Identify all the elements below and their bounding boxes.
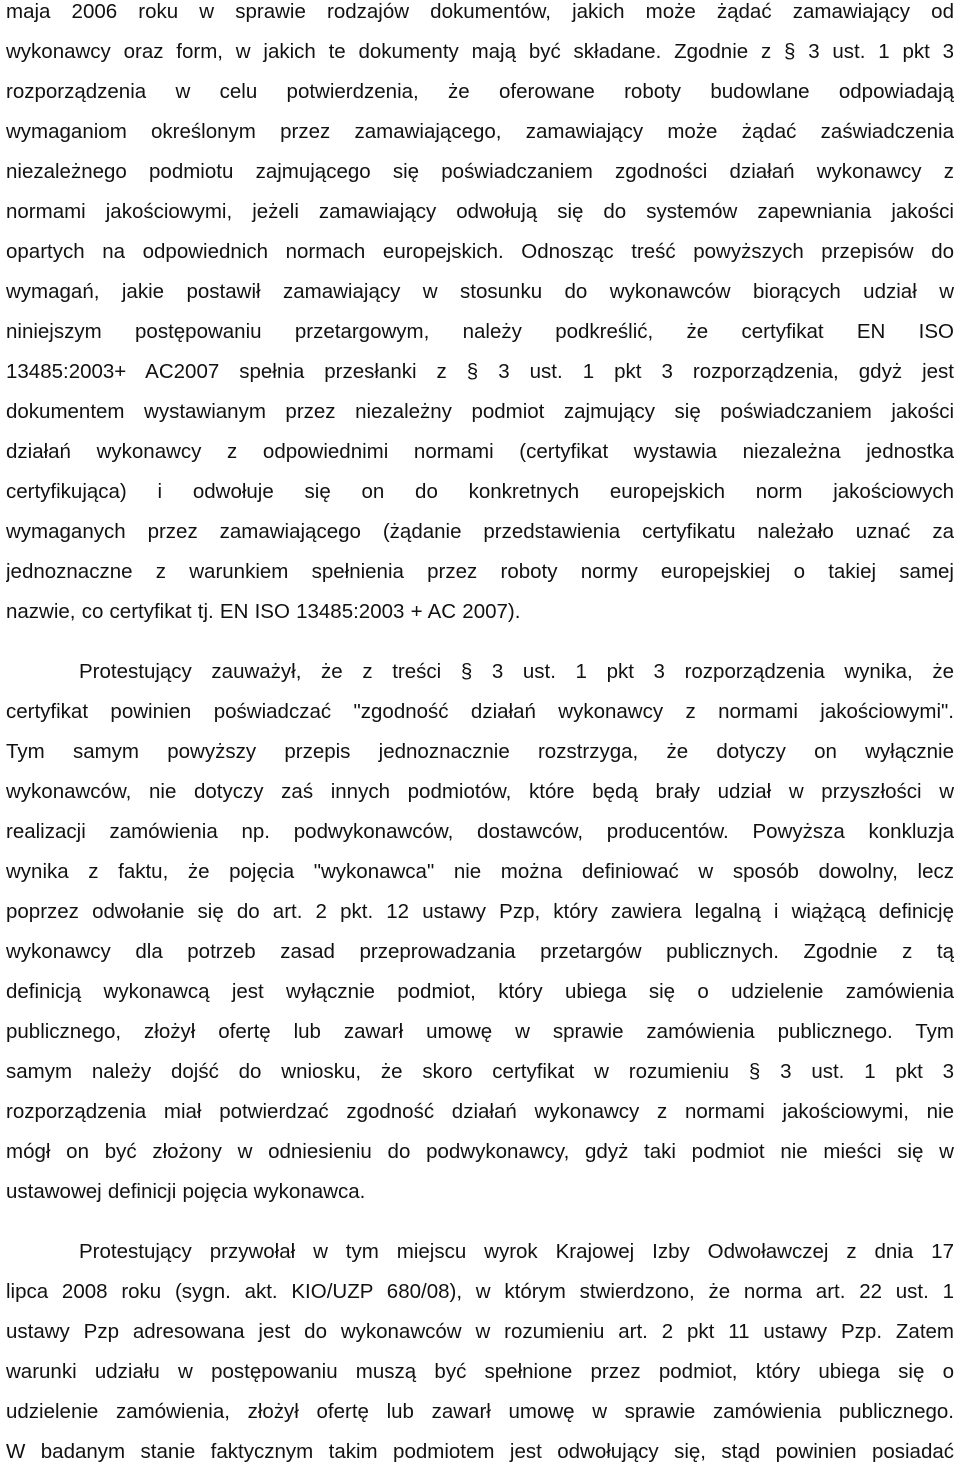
text-line: 13485:2003+ AC2007 spełnia przesłanki z § 3 ust. 1 pkt 3 rozporządzenia, gdyż jest bbox=[6, 360, 954, 383]
text-line: Tym samym powyższy przepis jednoznacznie rozstrzyga, że dotyczy on wyłącznie bbox=[6, 740, 954, 763]
text-line: mógł on być złożony w odniesieniu do podwykonawcy, gdyż taki podmiot nie mieści się w bbox=[6, 1140, 954, 1163]
text-line: wykonawcy dla potrzeb zasad przeprowadzania przetargów publicznych. Zgodnie z tą bbox=[6, 940, 954, 963]
text-line: ustawy Pzp adresowana jest do wykonawców w rozumieniu art. 2 pkt 11 ustawy Pzp. Zatem bbox=[6, 1320, 954, 1343]
text-line: działań wykonawcy z odpowiednimi normami (certyfikat wystawia niezależna jednostka bbox=[6, 440, 954, 463]
text-line: Protestujący przywołał w tym miejscu wyrok Krajowej Izby Odwoławczej z dnia 17 bbox=[79, 1240, 954, 1263]
text-line: niniejszym postępowaniu przetargowym, należy podkreślić, że certyfikat EN ISO bbox=[6, 320, 954, 343]
text-line: lipca 2008 roku (sygn. akt. KIO/UZP 680/08), w którym stwierdzono, że norma art. 22 ust. 1 bbox=[6, 1280, 954, 1303]
text-line: wymaganiom określonym przez zamawiającego, zamawiający może żądać zaświadczenia bbox=[6, 120, 954, 143]
text-line: wymaganych przez zamawiającego (żądanie przedstawienia certyfikatu należało uznać za bbox=[6, 520, 954, 543]
paragraph-spacer bbox=[6, 632, 954, 652]
paragraph-spacer bbox=[6, 1212, 954, 1232]
text-line: W badanym stanie faktycznym takim podmiotem jest odwołujący się, stąd powinien posiadać bbox=[6, 1440, 954, 1463]
text-line: normami jakościowymi, jeżeli zamawiający odwołują się do systemów zapewniania jakości bbox=[6, 200, 954, 223]
text-line: jednoznaczne z warunkiem spełnienia przez roboty normy europejskiej o takiej samej bbox=[6, 560, 954, 583]
paragraph-2 bbox=[6, 652, 954, 1212]
text-line: poprzez odwołanie się do art. 2 pkt. 12 ustawy Pzp, który zawiera legalną i wiążącą definicję bbox=[6, 900, 954, 923]
text-line: dokumentem wystawianym przez niezależny podmiot zajmujący się poświadczaniem jakości bbox=[6, 400, 954, 423]
text-line: maja 2006 roku w sprawie rodzajów dokumentów, jakich może żądać zamawiający od bbox=[6, 0, 954, 23]
text-line: nazwie, co certyfikat tj. EN ISO 13485:2003 + AC 2007). bbox=[6, 600, 521, 623]
text-line: warunki udziału w postępowaniu muszą być spełnione przez podmiot, który ubiega się o bbox=[6, 1360, 954, 1383]
text-line: opartych na odpowiednich normach europejskich. Odnosząc treść powyższych przepisów do bbox=[6, 240, 954, 263]
text-line: certyfikat powinien poświadczać "zgodność działań wykonawcy z normami jakościowymi". bbox=[6, 700, 954, 723]
text-line: definicją wykonawcą jest wyłącznie podmiot, który ubiega się o udzielenie zamówienia bbox=[6, 980, 954, 1003]
text-line: Protestujący zauważył, że z treści § 3 ust. 1 pkt 3 rozporządzenia wynika, że bbox=[79, 660, 954, 683]
text-line: wykonawców, nie dotyczy zaś innych podmiotów, które będą brały udział w przyszłości w bbox=[6, 780, 954, 803]
text-line: rozporządzenia miał potwierdzać zgodność działań wykonawcy z normami jakościowymi, nie bbox=[6, 1100, 954, 1123]
text-line: samym należy dojść do wniosku, że skoro certyfikat w rozumieniu § 3 ust. 1 pkt 3 bbox=[6, 1060, 954, 1083]
text-line: udzielenie zamówienia, złożył ofertę lub zawarł umowę w sprawie zamówienia publicznego. bbox=[6, 1400, 954, 1423]
text-line: wykonawcy oraz form, w jakich te dokumenty mają być składane. Zgodnie z § 3 ust. 1 pkt 3 bbox=[6, 40, 954, 63]
text-line: wynika z faktu, że pojęcia "wykonawca" nie można definiować w sposób dowolny, lecz bbox=[6, 860, 954, 883]
paragraph-1 bbox=[6, 0, 954, 632]
text-line: wymagań, jakie postawił zamawiający w stosunku do wykonawców biorących udział w bbox=[6, 280, 954, 303]
text-line: niezależnego podmiotu zajmującego się poświadczaniem zgodności działań wykonawcy z bbox=[6, 160, 954, 183]
text-line: publicznego, złożył ofertę lub zawarł umowę w sprawie zamówienia publicznego. Tym bbox=[6, 1020, 954, 1043]
text-line: realizacji zamówienia np. podwykonawców, dostawców, producentów. Powyższa konkluzja bbox=[6, 820, 954, 843]
document-page bbox=[6, 0, 954, 1472]
text-line: certyfikująca) i odwołuje się on do konkretnych europejskich norm jakościowych bbox=[6, 480, 954, 503]
text-line: rozporządzenia w celu potwierdzenia, że oferowane roboty budowlane odpowiadają bbox=[6, 80, 954, 103]
text-line: ustawowej definicji pojęcia wykonawca. bbox=[6, 1180, 366, 1203]
paragraph-3 bbox=[6, 1232, 954, 1472]
